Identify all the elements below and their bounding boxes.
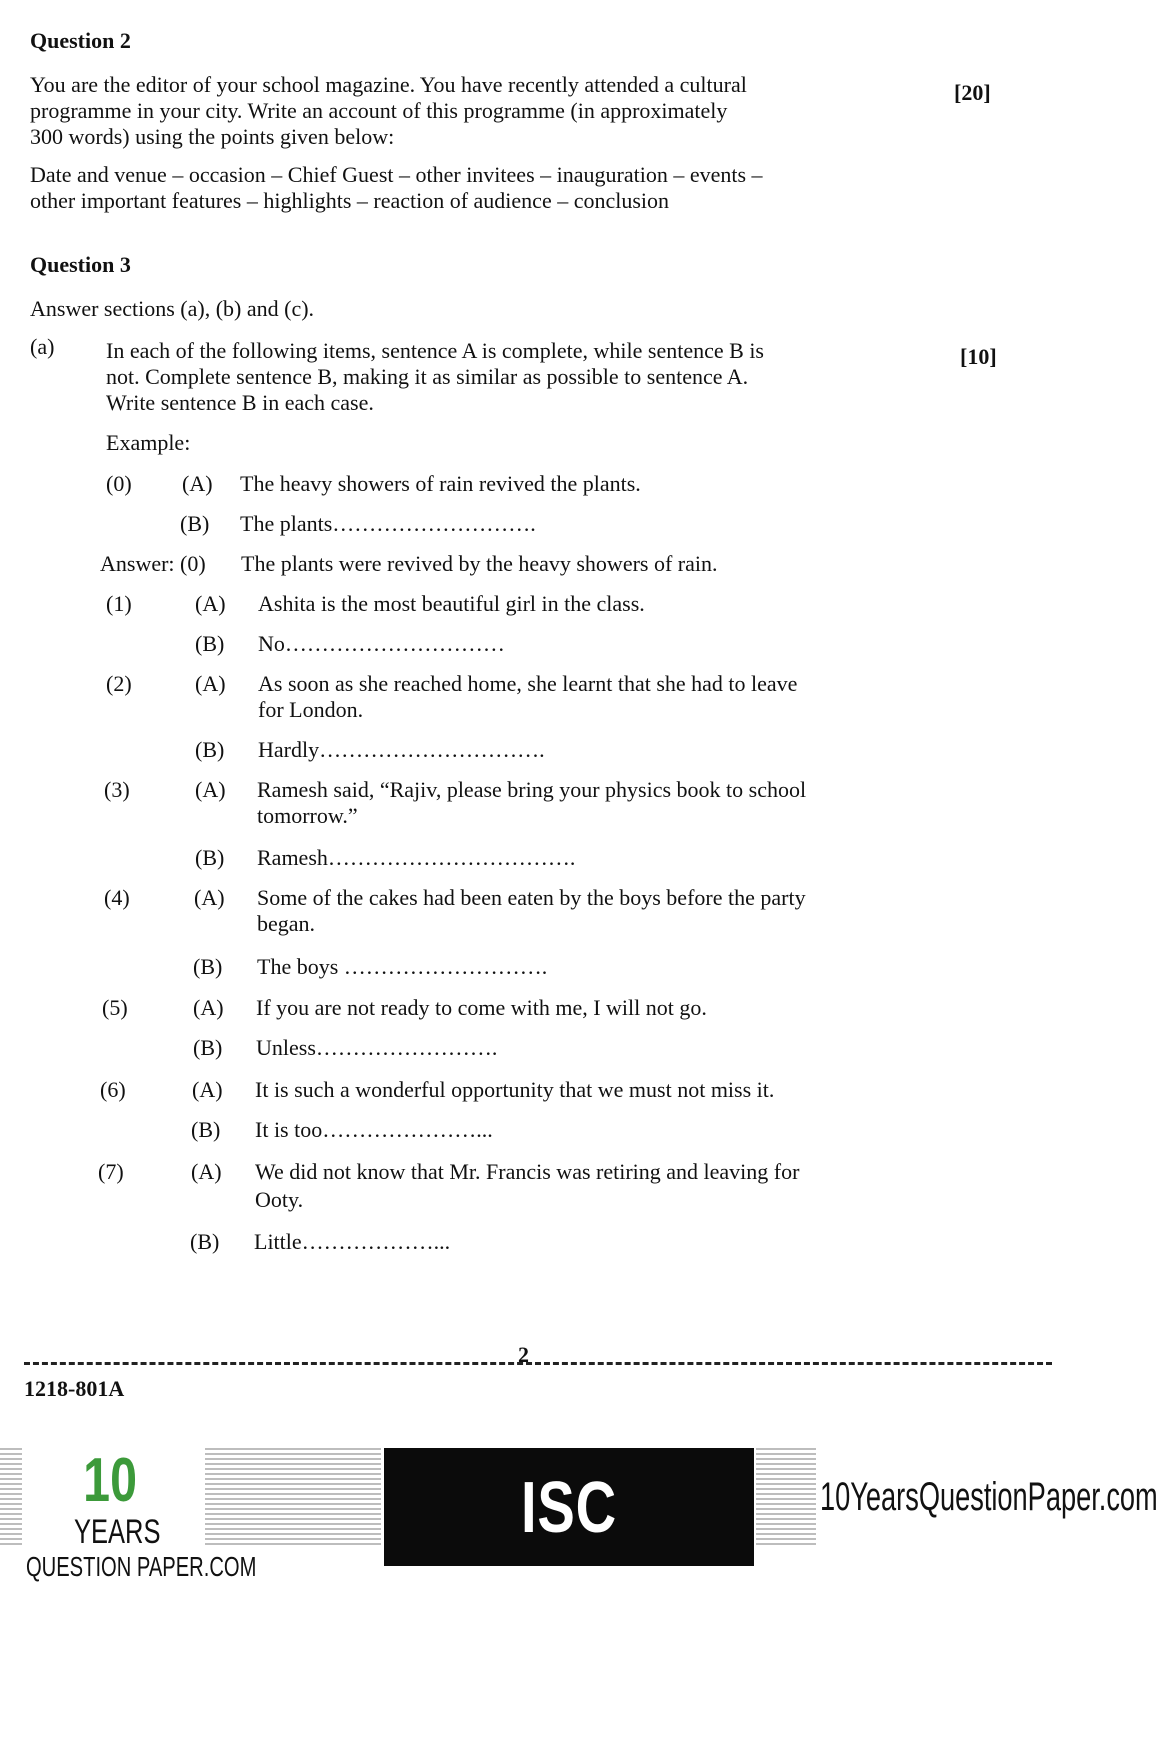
- item-b-text: It is too…………………...: [255, 1117, 493, 1142]
- item-5-a: [0, 994, 1131, 1024]
- logo-years: YEARS: [74, 1513, 161, 1551]
- item-b-text: No…………………………: [258, 631, 505, 656]
- banner-stripes-left: [0, 1448, 22, 1548]
- paper-code: 1218-801A: [24, 1376, 125, 1401]
- item-b-label: (B): [195, 737, 225, 762]
- item-6-b: [0, 1116, 1131, 1146]
- part-a-text: [106, 338, 926, 416]
- item-number: (5): [102, 995, 128, 1020]
- item-2-a: [0, 670, 1131, 726]
- example-b-label: (B): [180, 511, 210, 536]
- example-answer-row: [0, 550, 1131, 580]
- item-3-a: [0, 776, 1131, 832]
- item-1-a: [0, 590, 1131, 620]
- item-a-text: If you are not ready to come with me, I will not go.: [256, 995, 707, 1020]
- item-a-label: (A): [191, 1159, 222, 1184]
- item-a-text-cont: for London.: [258, 697, 364, 722]
- item-a-text: As soon as she reached home, she learnt that she had to leave: [258, 671, 798, 696]
- question-2-line: 300 words) using the points given below:: [30, 124, 395, 149]
- question-2-points-line: Date and venue – occasion – Chief Guest – other invitees – inauguration – events –: [30, 162, 763, 187]
- board-title: ISC BOARD XII: [464, 1468, 674, 1748]
- item-4-b: [0, 953, 1131, 983]
- item-7-b: [0, 1228, 1131, 1258]
- item-number: (1): [106, 591, 132, 616]
- item-number: (2): [106, 671, 132, 696]
- item-a-text-cont: began.: [257, 911, 316, 936]
- part-a-line: In each of the following items, sentence A is complete, while sentence B is: [106, 338, 764, 363]
- question-3-instruction: Answer sections (a), (b) and (c).: [30, 296, 315, 321]
- item-b-label: (B): [193, 1035, 223, 1060]
- item-a-label: (A): [195, 671, 226, 696]
- item-b-label: (B): [195, 845, 225, 870]
- question-2-line: You are the editor of your school magazine. You have recently attended a cultural: [30, 72, 747, 97]
- banner-stripes-middle: [205, 1448, 381, 1548]
- logo-number: 10: [83, 1446, 137, 1515]
- question-2-points-line: other important features – highlights – reaction of audience – conclusion: [30, 188, 670, 213]
- banner-stripes-right: [756, 1448, 816, 1548]
- item-number: (7): [98, 1159, 124, 1184]
- item-a-label: (A): [192, 1077, 223, 1102]
- item-4-a: [0, 884, 1131, 940]
- example-row-a: [0, 470, 1131, 500]
- item-number: (4): [104, 885, 130, 910]
- example-answer-label: Answer: (0): [100, 551, 206, 576]
- footer-divider: [24, 1362, 1052, 1365]
- item-b-text: Unless…………………….: [256, 1035, 498, 1060]
- item-number: (6): [100, 1077, 126, 1102]
- question-3-marks: [10]: [960, 344, 997, 369]
- part-a-label: (a): [30, 334, 55, 359]
- question-2-line: programme in your city. Write an account of this programme (in approximately: [30, 98, 728, 123]
- item-6-a: [0, 1076, 1131, 1106]
- website-name: 10YearsQuestionPaper.com: [820, 1475, 1158, 1519]
- example-row-b: [0, 510, 1131, 540]
- item-a-label: (A): [193, 995, 224, 1020]
- question-3-heading: Question 3: [30, 252, 131, 277]
- item-7-a: [0, 1158, 1131, 1214]
- item-5-b: [0, 1034, 1131, 1064]
- example-number: (0): [106, 471, 132, 496]
- example-answer-text: The plants were revived by the heavy showers of rain.: [241, 551, 718, 576]
- item-b-label: (B): [195, 631, 225, 656]
- item-1-b: [0, 630, 1131, 660]
- logo-subtitle: QUESTION PAPER.COM: [26, 1551, 257, 1582]
- question-2-marks: [20]: [954, 80, 991, 105]
- item-a-label: (A): [195, 777, 226, 802]
- item-b-text: Hardly………………………….: [258, 737, 545, 762]
- example-b-text: The plants……………………….: [240, 511, 536, 536]
- item-a-text: Ramesh said, “Rajiv, please bring your physics book to school: [257, 777, 807, 802]
- question-2-heading: Question 2: [30, 28, 131, 53]
- item-a-text-cont: Ooty.: [255, 1187, 304, 1212]
- item-a-text: We did not know that Mr. Francis was retiring and leaving for: [255, 1159, 800, 1184]
- item-b-label: (B): [190, 1229, 220, 1254]
- example-a-label: (A): [182, 471, 213, 496]
- item-b-text: Little………………...: [254, 1229, 451, 1254]
- question-2-text: [30, 72, 930, 150]
- item-a-text: Some of the cakes had been eaten by the boys before the party: [257, 885, 806, 910]
- example-a-text: The heavy showers of rain revived the plants.: [240, 471, 641, 496]
- board-banner: [384, 1448, 754, 1748]
- item-a-label: (A): [195, 591, 226, 616]
- item-a-text: It is such a wonderful opportunity that we must not miss it.: [255, 1077, 775, 1102]
- example-label: Example:: [106, 430, 191, 455]
- item-2-b: [0, 736, 1131, 766]
- page-number: 2: [518, 1342, 529, 1367]
- item-a-text: Ashita is the most beautiful girl in the class.: [258, 591, 645, 616]
- item-b-label: (B): [193, 954, 223, 979]
- item-3-b: [0, 844, 1131, 874]
- item-number: (3): [104, 777, 130, 802]
- item-a-text-cont: tomorrow.”: [257, 803, 358, 828]
- item-b-text: Ramesh…………………………….: [257, 845, 576, 870]
- question-2-points: [30, 162, 940, 214]
- item-b-text: The boys ……………………….: [257, 954, 548, 979]
- part-a-line: not. Complete sentence B, making it as similar as possible to sentence A.: [106, 364, 749, 389]
- part-a-line: Write sentence B in each case.: [106, 390, 374, 415]
- item-b-label: (B): [191, 1117, 221, 1142]
- item-a-label: (A): [194, 885, 225, 910]
